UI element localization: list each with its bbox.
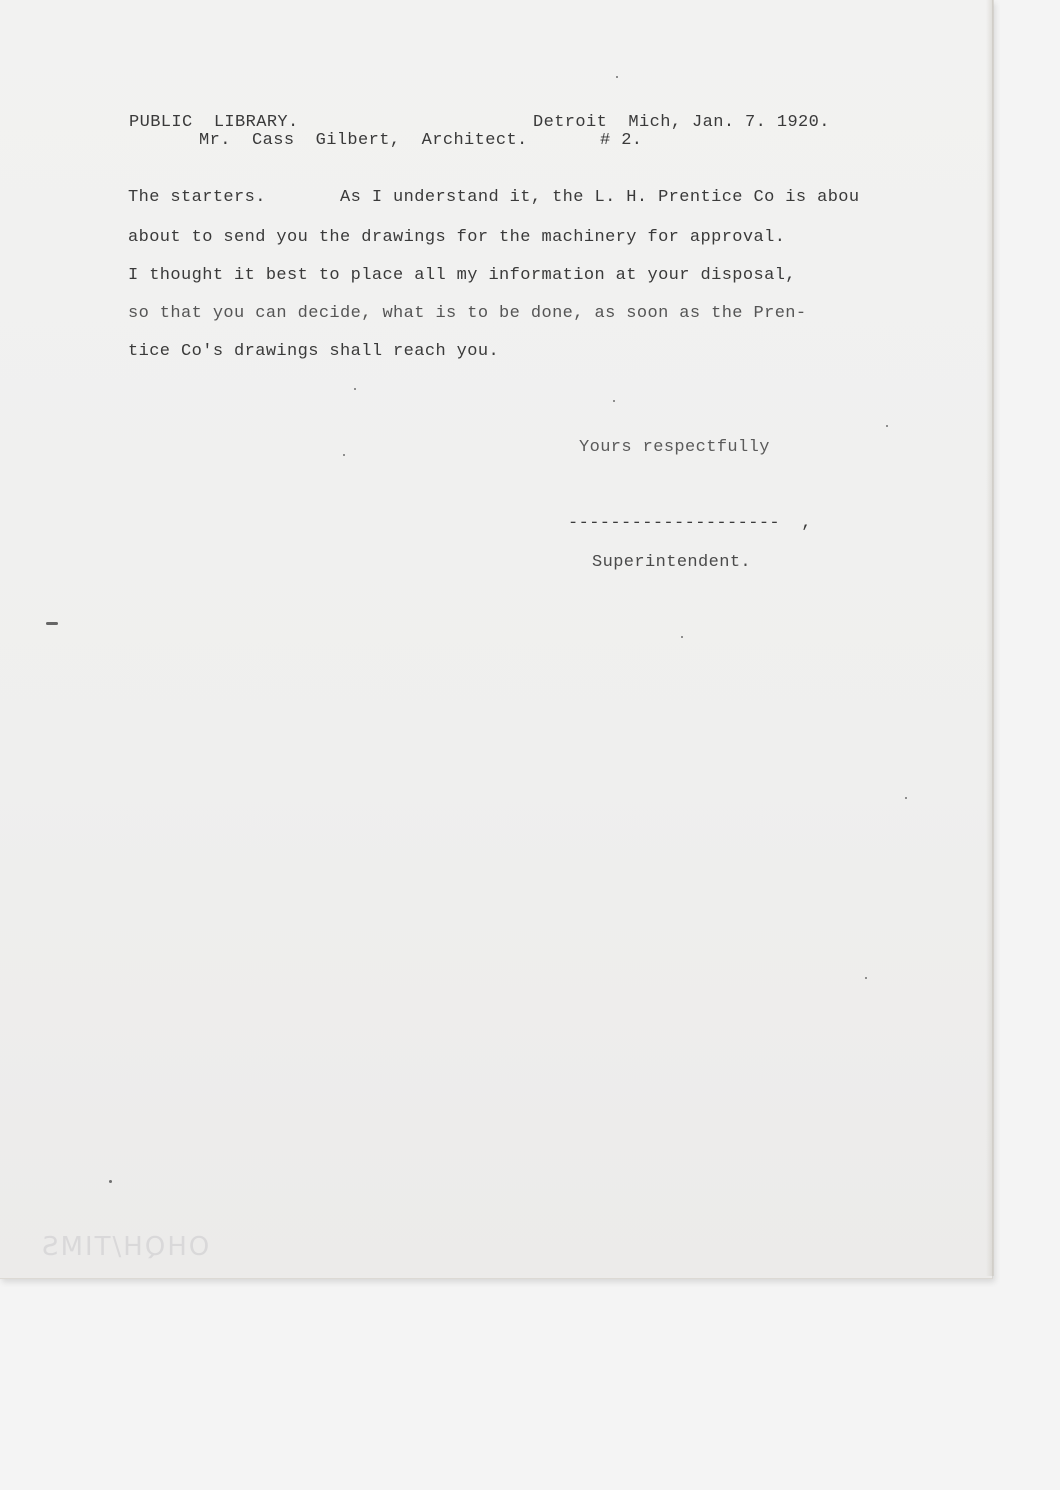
page-number: # 2. bbox=[600, 131, 643, 150]
body-line: I thought it best to place all my information at your disposal, bbox=[128, 266, 796, 285]
sheet-edge bbox=[986, 0, 994, 1276]
paper-speck bbox=[109, 1180, 112, 1183]
body-line: about to send you the drawings for the machinery for approval. bbox=[128, 228, 786, 247]
paper-speck bbox=[616, 76, 618, 78]
letter-place-date: Detroit Mich, Jan. 7. 1920. bbox=[533, 113, 830, 132]
signatory-title: Superintendent. bbox=[592, 553, 752, 572]
paper-speck bbox=[886, 425, 888, 427]
paper-speck bbox=[613, 400, 615, 402]
paper-speck bbox=[865, 977, 867, 979]
signature-line: -------------------- , bbox=[568, 514, 812, 533]
binding-mark bbox=[46, 622, 58, 625]
body-line: so that you can decide, what is to be done, as soon as the Pren- bbox=[128, 304, 807, 323]
paper-speck bbox=[354, 388, 356, 390]
body-line: tice Co's drawings shall reach you. bbox=[128, 342, 500, 361]
paper-speck bbox=[681, 636, 683, 638]
closing-salutation: Yours respectfully bbox=[579, 438, 770, 457]
letterhead-institution: PUBLIC LIBRARY. bbox=[129, 113, 299, 132]
paper-speck bbox=[343, 454, 345, 456]
paper-speck bbox=[905, 797, 907, 799]
archive-stamp: OHQH/TIMS bbox=[40, 1232, 210, 1262]
body-line: The starters. As I understand it, the L. H. Prentice Co is abou bbox=[128, 188, 860, 207]
letter-addressee: Mr. Cass Gilbert, Architect. bbox=[199, 131, 528, 150]
